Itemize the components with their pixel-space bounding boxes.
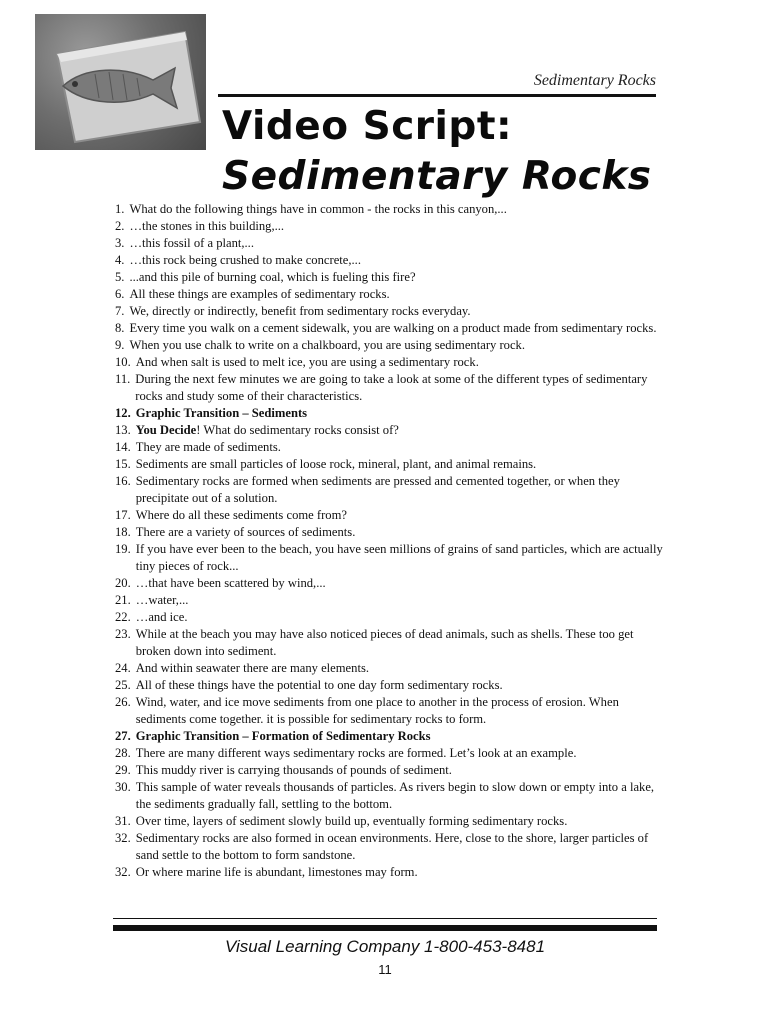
header-divider	[218, 94, 656, 97]
script-item-number: 19.	[115, 542, 131, 556]
footer-divider-thin	[113, 918, 657, 919]
script-item-number: 7.	[115, 304, 125, 318]
script-item-text: We, directly or indirectly, benefit from sedimentary rocks everyday.	[129, 304, 471, 318]
script-item-text: There are a variety of sources of sediments.	[135, 525, 356, 539]
script-item-number: 20.	[115, 576, 131, 590]
script-item	[115, 694, 663, 728]
script-item-number: 27.	[115, 729, 131, 743]
script-item-text: All these things are examples of sedimentary rocks.	[129, 287, 390, 301]
script-item	[115, 439, 663, 456]
script-item	[115, 813, 663, 830]
script-item-text: When you use chalk to write on a chalkboard, you are using sedimentary rock.	[129, 338, 525, 352]
script-item-number: 23.	[115, 627, 131, 641]
script-item	[115, 626, 663, 660]
script-item-text: This muddy river is carrying thousands of pounds of sediment.	[135, 763, 452, 777]
script-item	[115, 235, 663, 252]
script-item-number: 12.	[115, 406, 131, 420]
script-item-number: 18.	[115, 525, 131, 539]
script-item	[115, 830, 663, 864]
script-item-number: 13.	[115, 423, 131, 437]
script-item-number: 2.	[115, 219, 125, 233]
script-item	[115, 218, 663, 235]
script-item	[115, 252, 663, 269]
script-item-text: While at the beach you may have also noticed pieces of dead animals, such as shells. These too get broken down into sediment.	[135, 627, 634, 658]
script-item-text: …water,...	[135, 593, 189, 607]
script-item-text: They are made of sediments.	[135, 440, 281, 454]
script-item-text: All of these things have the potential to one day form sedimentary rocks.	[135, 678, 503, 692]
script-item	[115, 779, 663, 813]
script-item-number: 28.	[115, 746, 131, 760]
script-item-number: 29.	[115, 763, 131, 777]
script-item	[115, 575, 663, 592]
script-item	[115, 524, 663, 541]
section-label: Sedimentary Rocks	[533, 72, 656, 89]
script-item-text: Over time, layers of sediment slowly build up, eventually forming sedimentary rocks.	[135, 814, 568, 828]
script-item-number: 6.	[115, 287, 125, 301]
script-item-number: 21.	[115, 593, 131, 607]
script-item-text: There are many different ways sedimentary rocks are formed. Let’s look at an example.	[135, 746, 577, 760]
script-item	[115, 269, 663, 286]
script-item-text: If you have ever been to the beach, you have seen millions of grains of sand particles, which are actually tiny pieces of rock...	[135, 542, 663, 573]
script-item-number: 32.	[115, 831, 131, 845]
script-item-text: Wind, water, and ice move sediments from one place to another in the process of erosion. When sediments come together. it is possible for sedimentary rocks to form.	[135, 695, 619, 726]
script-item-number: 14.	[115, 440, 131, 454]
script-item-text: Sedimentary rocks are also formed in ocean environments. Here, close to the shore, larger particles of sand settle to the bottom to form sandstone.	[135, 831, 649, 862]
script-item-number: 8.	[115, 321, 125, 335]
script-item-number: 3.	[115, 236, 125, 250]
footer-company: Visual Learning Company 1-800-453-8481	[224, 937, 546, 956]
script-item-number: 9.	[115, 338, 125, 352]
title-line-1: Video Script:	[222, 104, 513, 149]
page-title	[222, 102, 652, 202]
fossil-fish-icon	[35, 14, 206, 150]
script-item	[115, 337, 663, 354]
script-item-text: Sediments are small particles of loose rock, mineral, plant, and animal remains.	[135, 457, 537, 471]
script-item-number: 15.	[115, 457, 131, 471]
footer-divider-thick	[113, 925, 657, 931]
script-item-number: 26.	[115, 695, 131, 709]
script-item-number: 31.	[115, 814, 131, 828]
script-item-text	[136, 422, 663, 439]
script-item	[115, 677, 663, 694]
script-item-emphasis: You Decide	[135, 423, 197, 437]
script-item-text: Every time you walk on a cement sidewalk, you are walking on a product made from sedimentary rocks.	[129, 321, 657, 335]
script-item	[115, 592, 663, 609]
script-item-text: Graphic Transition – Sediments	[135, 406, 308, 420]
script-item-text: ...and this pile of burning coal, which is fueling this fire?	[129, 270, 416, 284]
script-item	[115, 507, 663, 524]
script-item-text: …and ice.	[135, 610, 188, 624]
script-item-text: And within seawater there are many elements.	[135, 661, 369, 675]
title-line-2: Sedimentary Rocks	[222, 154, 652, 199]
script-item-text: Or where marine life is abundant, limestones may form.	[135, 865, 418, 879]
fossil-fish-photo	[35, 14, 206, 150]
script-item-number: 4.	[115, 253, 125, 267]
script-item	[115, 745, 663, 762]
page-number: 11	[378, 962, 392, 977]
script-item-text: And when salt is used to melt ice, you are using a sedimentary rock.	[135, 355, 479, 369]
script-item	[115, 762, 663, 779]
script-item-text: Sedimentary rocks are formed when sediments are pressed and cemented together, or when they precipitate out of a solution.	[135, 474, 620, 505]
script-item-text: Graphic Transition – Formation of Sedimentary Rocks	[135, 729, 431, 743]
script-item	[115, 201, 663, 218]
script-item-number: 22.	[115, 610, 131, 624]
script-item-text: …that have been scattered by wind,...	[135, 576, 326, 590]
script-item	[115, 864, 663, 881]
script-item	[115, 660, 663, 677]
script-item-text: …this rock being crushed to make concrete,...	[129, 253, 361, 267]
script-item	[115, 371, 663, 405]
script-item-number: 1.	[115, 202, 125, 216]
script-item-text: What do the following things have in common - the rocks in this canyon,...	[129, 202, 507, 216]
script-item	[115, 405, 663, 422]
script-item	[115, 456, 663, 473]
script-item-text-rest: ! What do sedimentary rocks consist of?	[196, 423, 399, 437]
script-item	[115, 320, 663, 337]
script-item-number: 24.	[115, 661, 131, 675]
script-item	[115, 354, 663, 371]
script-item-number: 17.	[115, 508, 131, 522]
script-item	[115, 473, 663, 507]
script-item-number: 30.	[115, 780, 131, 794]
script-item-number: 5.	[115, 270, 125, 284]
script-item-text: This sample of water reveals thousands of particles. As rivers begin to slow down or empty into a lake, the sediments gradually fall, settling to the bottom.	[135, 780, 655, 811]
script-item-text: Where do all these sediments come from?	[135, 508, 347, 522]
script-item	[115, 541, 663, 575]
script-item	[115, 609, 663, 626]
script-item-text: During the next few minutes we are going to take a look at some of the different types of sedimentary rocks and study some of their characteristics.	[135, 372, 648, 403]
script-item	[115, 422, 663, 439]
script-item-text: …the stones in this building,...	[129, 219, 285, 233]
script-item-number: 11.	[115, 372, 131, 386]
script-item	[115, 303, 663, 320]
script-item	[115, 728, 663, 745]
script-item-number: 32.	[115, 865, 131, 879]
script-item-number: 10.	[115, 355, 131, 369]
script-item	[115, 286, 663, 303]
script-item-number: 16.	[115, 474, 131, 488]
script-list	[115, 201, 663, 881]
script-item-text: …this fossil of a plant,...	[129, 236, 254, 250]
script-item-number: 25.	[115, 678, 131, 692]
